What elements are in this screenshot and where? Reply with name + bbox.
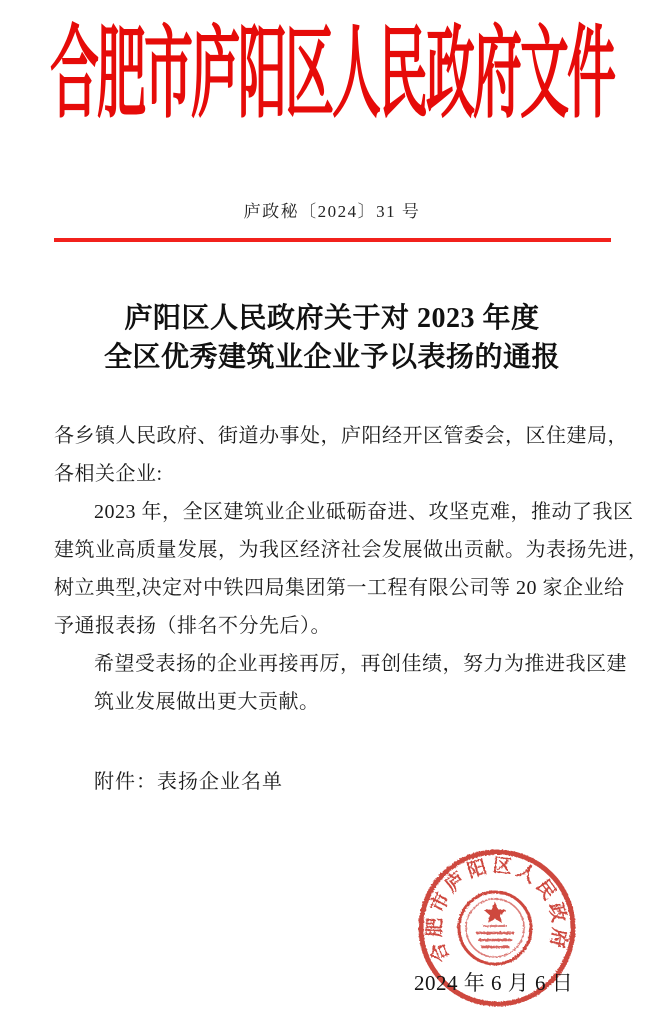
document-title-line1: 庐阳区人民政府关于对 2023 年度 — [124, 303, 540, 334]
document-number: 庐政秘〔2024〕31 号 — [243, 202, 421, 221]
body-line: 各乡镇人民政府、街道办事处，庐阳经开区管委会，区住建局， — [54, 425, 628, 447]
document-title-line2: 全区优秀建筑业企业予以表扬的通报 — [103, 342, 560, 373]
body-line: 各相关企业: — [54, 463, 163, 485]
issue-date: 2024 年 6 月 6 日 — [414, 971, 574, 995]
official-seal — [400, 836, 594, 1026]
body-line: 2023 年，全区建筑业企业砥砺奋进、攻坚克难，推动了我区 — [94, 501, 634, 523]
body-line: 树立典型,决定对中铁四局集团第一工程有限公司等 20 家企业给 — [54, 577, 625, 599]
letterhead-title: 合肥市庐阳区人民政府文件 — [49, 17, 614, 131]
document-body — [54, 417, 649, 721]
national-emblem-icon — [459, 892, 531, 964]
document-title — [0, 299, 664, 377]
body-line: 筑业发展做出更大贡献。 — [94, 691, 320, 713]
body-line: 予通报表扬（排名不分先后）。 — [54, 615, 331, 637]
seal-text: 合肥市庐阳区人民政府 — [424, 855, 570, 965]
attachment-note: 附件：表扬企业名单 — [94, 771, 283, 793]
red-separator-rule — [54, 238, 611, 242]
body-line: 希望受表扬的企业再接再厉，再创佳绩，努力为推进我区建 — [94, 653, 627, 675]
body-line: 建筑业高质量发展，为我区经济社会发展做出贡献。为表扬先进， — [54, 539, 649, 561]
